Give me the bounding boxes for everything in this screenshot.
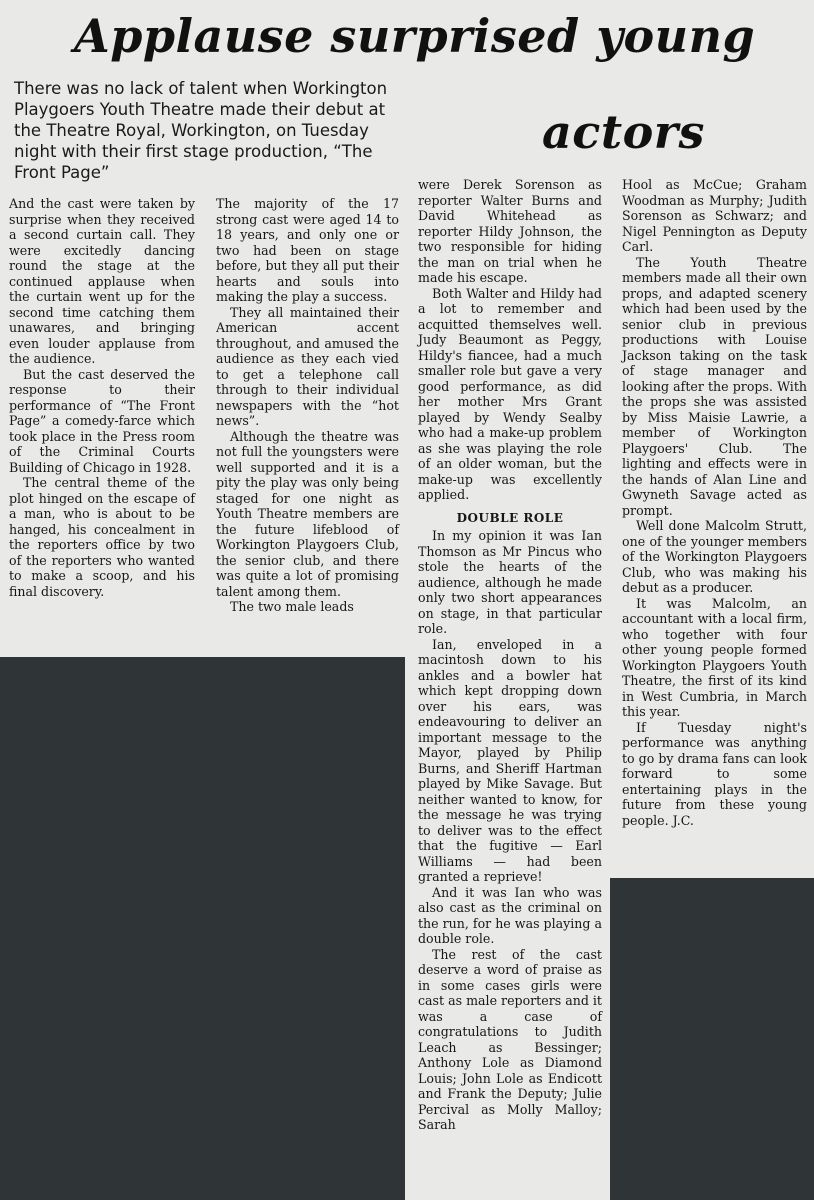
paragraph: were Derek Sorenson as reporter Walter Burns and David Whitehead as reporter Hildy Johnson, the two responsible for hiding the man on trial when he made his escape. [418, 177, 602, 285]
standfirst-text: There was no lack of talent when Workington Playgoers Youth Theatre made their debut at the Theatre Royal, Workington, on Tuesday night with their first stage production, “The Front Page” [14, 79, 388, 182]
paragraph: Although the theatre was not full the youngsters were well supported and it is a pity the play was only being staged for one night as Youth Theatre members are the future lifeblood of Workington Playgoers Club, the senior club, and there was quite a lot of promising talent among them. [216, 428, 399, 599]
paragraph: The central theme of the plot hinged on the escape of a man, who is about to be hanged, his concealment in the reporters office by two of the reporters who wanted to make a scoop, and his final discovery. [9, 475, 195, 599]
paragraph: Ian, enveloped in a macintosh down to his ankles and a bowler hat which kept dropping down over his ears, was endeavouring to deliver an important message to the Mayor, played by Philip Burns, and Sheriff Hartman played by Mike Savage. But neither wanted to know, for the message he was trying to deliver was to the effect that the fugitive — Earl Williams — had been granted a reprieve! [418, 636, 602, 884]
paragraph: In my opinion it was Ian Thomson as Mr Pincus who stole the hearts of the audience, although he made only two short appearances on stage, in that particular role. [418, 528, 602, 636]
paragraph: If Tuesday night's performance was anything to go by drama fans can look forward to some entertaining plays in the future from these young people. J.C. [622, 719, 807, 828]
paragraph: It was Malcolm, an accountant with a local firm, who together with four other young people formed Workington Playgoers Youth Theatre, the first of its kind in West Cumbria, in March this year. [622, 595, 807, 719]
paragraph: The rest of the cast deserve a word of praise as in some cases girls were cast as male reporters and it was a case of congratulations to Judith Leach as Bessinger; Anthony Lole as Diamond Louis; John Lole as Endicott and Frank the Deputy; Julie Percival as Molly Malloy; Sarah [418, 946, 602, 1132]
paragraph: But the cast deserved the response to their performance of “The Front Page” a comedy-farce which took place in the Press room of the Criminal Courts Building of Chicago in 1928. [9, 366, 195, 475]
article-column-3 [418, 177, 602, 1133]
paragraph: And the cast were taken by surprise when they received a second curtain call. They were excitedly dancing round the stage at the continued applause when the curtain went up for the second time catching them unawares, and bringing even louder applause from the audience. [9, 196, 195, 366]
headline-line-1: Applause surprised young [74, 9, 756, 63]
article-column-1 [9, 196, 195, 599]
paragraph: They all maintained their American accent throughout, and amused the audience as they each vied to get a telephone call through to their individual newspapers with the “hot news”. [216, 304, 399, 428]
paragraph: Well done Malcolm Strutt, one of the younger members of the Workington Playgoers Club, who was making his debut as a producer. [622, 518, 807, 595]
paragraph: The Youth Theatre members made all their own props, and adapted scenery which had been used by the senior club in previous productions with Louise Jackson taking on the task of stage manager and looking after the props. With the props she was assisted by Miss Maisie Lawrie, a member of Workington Playgoers' Club. The lighting and effects were in the hands of Alan Line and Gwyneth Savage acted as prompt. [622, 254, 807, 518]
paragraph: Both Walter and Hildy had a lot to remember and acquitted themselves well. Judy Beaumont as Peggy, Hildy's fiancee, had a much smaller role but gave a very good performance, as did her mother Mrs Grant played by Wendy Sealby who had a make-up problem as she was playing the role of an older woman, but the make-up was excellently applied. [418, 285, 602, 502]
standfirst [14, 78, 406, 183]
subheading-double-role: DOUBLE ROLE [456, 510, 564, 525]
paragraph: The two male leads [230, 599, 354, 614]
paragraph: And it was Ian who was also cast as the criminal on the run, for he was playing a double role. [418, 884, 602, 946]
paragraph: The majority of the 17 strong cast were aged 14 to 18 years, and only one or two had been on stage before, but they all put their hearts and souls into making the play a success. [216, 196, 399, 304]
headline-line-2: actors [542, 105, 705, 159]
article-column-4 [622, 177, 807, 828]
paragraph: Hool as McCue; Graham Woodman as Murphy; Judith Sorenson as Schwarz; and Nigel Pennington as Deputy Carl. [622, 177, 807, 254]
article-column-2 [216, 196, 399, 615]
